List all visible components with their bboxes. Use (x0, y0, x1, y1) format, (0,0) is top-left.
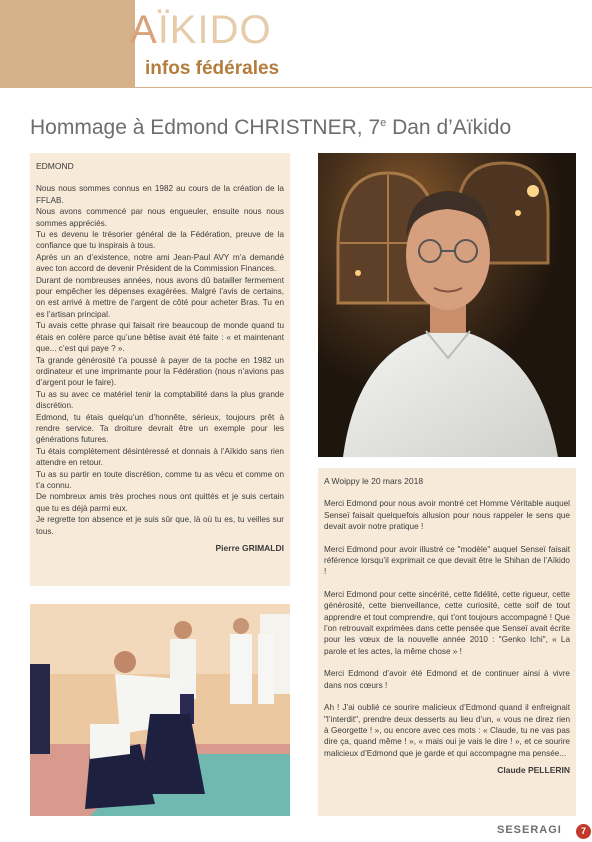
article-signature: Pierre GRIMALDI (215, 543, 284, 553)
article-paragraph: Tu avais cette phrase qui faisait rire beaucoup de monde quand tu étais en colère parce qu’une bêtise avait été faite : « et maintenant que... c’est qui paye ? ». (36, 321, 284, 354)
article-paragraph: Je regrette ton absence et je suis sûr que, là où tu es, tu veilles sur tous. (36, 515, 284, 536)
article-heading: EDMOND (36, 161, 74, 171)
title-rest: ÏKIDO (157, 8, 272, 52)
article-paragraph: Ah ! J’ai oublié ce sourire malicieux d’Edmond quand il enfreignait "l’interdit", prendre deux desserts au lieu d’un, « vous ne direz rien à Georgette ! », ou encore avec ces mots : « Claude, tu ne vas pas dire ça, quand même ! », « mais oui je vais le dire ! », et ce sourire malicieux d’Edmond que je garde et qui accompagne ma pensée... (324, 703, 570, 758)
aikido-practice-photo (30, 604, 290, 816)
article-paragraph: Merci Edmond pour avoir illustré ce "modèle" auquel Senseï faisait référence lorsqu’il exprimait ce que devait être le Shihan de l’Aïkido ! (324, 544, 570, 577)
article-paragraph: Merci Edmond pour nous avoir montré cet Homme Véritable auquel Senseï faisait quelquefois allusion pour nous rappeler le sens que devait avoir notre pratique ! (324, 499, 570, 532)
article-paragraph: Merci Edmond pour cette sincérité, cette fidélité, cette rigueur, cette générosité, cette bienveillance, cette curiosité, cette soif de tout apprendre et tout comprendre, qui t’ont toujours accompagné ! Que l’on retrouvait exprimées dans cette pensée que Senseï avait écrite pour les vœux de la nouvelle année 2010 : "Genko Ichi", « La parole et les actes, la même chose » ! (324, 589, 570, 656)
article-paragraph: Après un an d’existence, notre ami Jean-Paul AVY m’a demandé avec ton accord de devenir Président de la Commission Finances. (36, 252, 284, 274)
page-number-badge: 7 (576, 824, 591, 839)
header-color-block (0, 0, 135, 88)
article-paragraph: De nombreux amis très proches nous ont quittés et je suis certain que tu es déjà parmi eux. (36, 492, 284, 513)
article-paragraph: Tu as su avec ce matériel tenir la comptabilité dans la plus grande discrétion. (36, 389, 284, 411)
article-paragraph: Nous avons commencé par nous engueuler, ensuite nous nous sommes appréciés. (36, 207, 284, 228)
page-title-end: Dan d’Aïkido (386, 116, 512, 139)
article-paragraph: Tu es devenu le trésorier général de la Fédération, preuve de la confiance que tu inspirais à tous. (36, 230, 284, 251)
tribute-article-grimaldi (30, 153, 290, 586)
tribute-article-pellerin (318, 468, 576, 816)
section-subtitle: infos fédérales (145, 58, 280, 79)
article-paragraph: Merci Edmond d’avoir été Edmond et de continuer ainsi à vivre dans nos cœurs ! (324, 669, 570, 690)
article-paragraph: Tu as su partir en toute discrétion, comme tu as vécu et comme on t’a connu. (36, 469, 284, 490)
article-signature: Claude PELLERIN (497, 765, 570, 776)
article-paragraph: Durant de nombreuses années, nous avons dû batailler fermement pour empêcher les dépenses exagérées. Malgré l’avis de certains, on est arrivé à mettre de l’argent de côté pour acheter Bras. Tu en es l’artisan principal. (36, 275, 284, 319)
magazine-section-title (130, 6, 272, 54)
article-heading: A Woippy le 20 mars 2018 (324, 476, 424, 486)
magazine-brand: SESERAGI (497, 824, 562, 836)
article-paragraph: Ta grande générosité t’a poussé à payer de ta poche en 1982 un ordinateur et une imprimante pour la Fédération (nous n’avions pas d’argent pour le faire). (36, 355, 284, 388)
page-title-main: Hommage à Edmond CHRISTNER, 7 (30, 116, 381, 139)
page-title-sup: e (380, 117, 387, 129)
article-paragraph: Tu étais complètement désintéressé et donnais à l’Aïkido sans rien attendre en retour. (36, 446, 284, 468)
article-paragraph: Nous nous sommes connus en 1982 au cours de la création de la FFLAB. (36, 184, 284, 205)
title-accent-letter: A (130, 8, 158, 52)
page-title (30, 116, 511, 140)
header-rule (135, 87, 592, 88)
article-paragraph: Edmond, tu étais quelqu’un d’honnête, sérieux, toujours prêt à rendre service. Ta droiture devrait être un exemple pour les générations futures. (36, 412, 284, 445)
portrait-photo (318, 153, 576, 457)
